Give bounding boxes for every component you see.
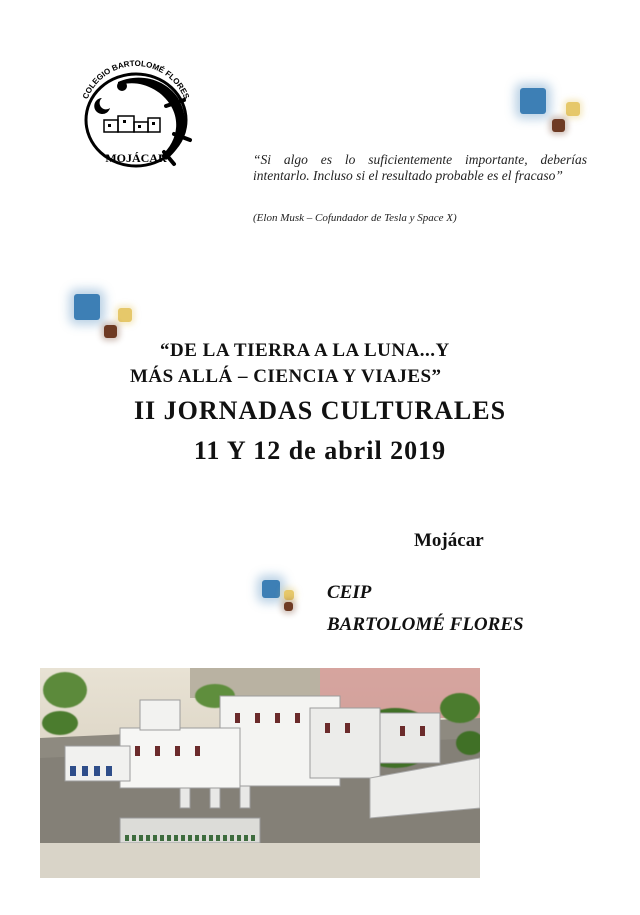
- school-model-photo: [40, 668, 480, 878]
- blue-square-icon: [74, 294, 100, 320]
- school-line-2: BARTOLOMÉ FLORES: [327, 614, 524, 635]
- blue-square-icon: [520, 88, 546, 114]
- event-heading: II JORNADAS CULTURALES: [133, 396, 507, 425]
- event-date: 11 Y 12 de abril 2019: [193, 436, 447, 465]
- school-logo: [66, 48, 206, 178]
- yellow-square-icon: [284, 590, 294, 600]
- blue-square-icon: [262, 580, 280, 598]
- location-text: Mojácar: [414, 530, 484, 551]
- logo-bottom-text: MOJÁCAR: [105, 151, 167, 165]
- quote-author: (Elon Musk – Cofundador de Tesla y Space X): [253, 212, 457, 224]
- brown-square-icon: [284, 602, 293, 611]
- logo-ring-text: COLEGIO BARTOLOMÉ FLORES: [80, 58, 192, 101]
- decorative-squares-top: [520, 88, 590, 138]
- yellow-square-icon: [118, 308, 132, 322]
- yellow-square-icon: [566, 102, 580, 116]
- title-line-2: MÁS ALLÁ – CIENCIA Y VIAJES”: [130, 366, 442, 387]
- title-line-1: “DE LA TIERRA A LA LUNA...Y: [160, 340, 450, 361]
- quote-text: “Si algo es lo suficientemente importante, deberías intentarlo. Incluso si el resultado probable es el fracaso”: [253, 152, 587, 183]
- brown-square-icon: [104, 325, 117, 338]
- decorative-squares-small: [262, 580, 332, 630]
- school-line-1: CEIP: [327, 582, 372, 603]
- decorative-squares-middle: [74, 294, 144, 344]
- brown-square-icon: [552, 119, 565, 132]
